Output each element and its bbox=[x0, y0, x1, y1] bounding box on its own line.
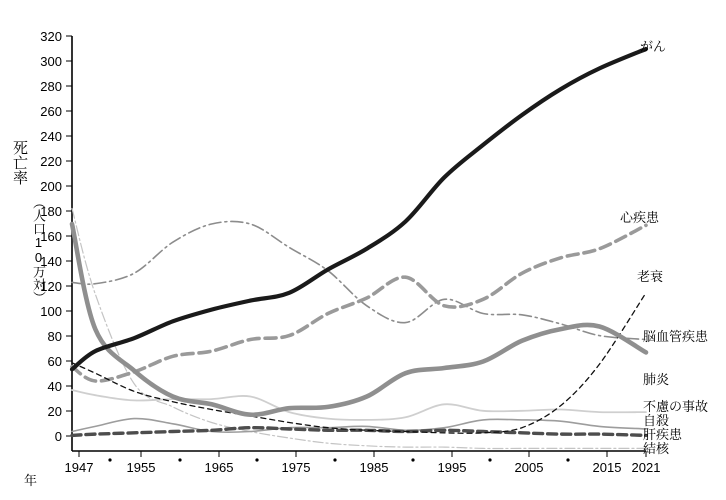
x-tick-label: 1955 bbox=[126, 460, 156, 475]
y-tick-label: 120 bbox=[40, 279, 62, 294]
y-tick-label: 160 bbox=[40, 229, 62, 244]
x-tick-label: 1975 bbox=[281, 460, 311, 475]
y-axis-ticks bbox=[40, 29, 72, 444]
y-tick-label: 20 bbox=[47, 404, 62, 419]
y-tick-label: 140 bbox=[40, 254, 62, 269]
series-line-不慮の事故 bbox=[72, 390, 646, 420]
y-tick-label: 260 bbox=[40, 104, 62, 119]
series-label-haien: 肺炎 bbox=[643, 372, 670, 387]
series-label-gan: がん bbox=[640, 39, 667, 54]
series-label-shinshikkan: 心疾患 bbox=[620, 210, 660, 225]
series-line-心疾患 bbox=[72, 225, 646, 381]
y-tick-label: 80 bbox=[47, 329, 62, 344]
series-label-kekkaku: 結核 bbox=[643, 441, 670, 456]
x-tick-label: 1947 bbox=[64, 460, 94, 475]
y-tick-label: 100 bbox=[40, 304, 62, 319]
x-tick-label: 1965 bbox=[204, 460, 234, 475]
y-tick-label: 220 bbox=[40, 154, 62, 169]
x-axis-label: 年 bbox=[24, 473, 38, 488]
x-tick-label: 2005 bbox=[514, 460, 544, 475]
x-tick-label: 2015 bbox=[592, 460, 622, 475]
x-axis-ticks bbox=[65, 451, 661, 475]
y-tick-label: 40 bbox=[47, 379, 62, 394]
series-line-がん bbox=[72, 49, 646, 369]
x-tick-label: 1985 bbox=[359, 460, 389, 475]
series-line-肝疾患 bbox=[72, 428, 646, 436]
series-label-rousui: 老衰 bbox=[637, 269, 664, 284]
y-tick-label: 240 bbox=[40, 129, 62, 144]
series-layer bbox=[72, 49, 646, 448]
series-label-noukekkan: 脳血管疾患 bbox=[643, 329, 709, 344]
y-axis-label: 死亡率 bbox=[11, 140, 28, 185]
y-tick-label: 280 bbox=[40, 79, 62, 94]
series-label-jisatsu: 自殺 bbox=[643, 413, 670, 428]
y-tick-label: 0 bbox=[54, 429, 62, 444]
y-tick-label: 180 bbox=[40, 204, 62, 219]
y-tick-label: 200 bbox=[40, 179, 62, 194]
y-tick-label: 300 bbox=[40, 54, 62, 69]
series-label-kanshikkan: 肝疾患 bbox=[643, 427, 683, 442]
x-tick-label: 1995 bbox=[437, 460, 467, 475]
y-tick-label: 60 bbox=[47, 354, 62, 369]
series-label-furyo: 不慮の事故 bbox=[643, 399, 709, 414]
x-tick-label: 2021 bbox=[631, 460, 661, 475]
y-tick-label: 320 bbox=[40, 29, 62, 44]
series-line-脳血管疾患 bbox=[72, 221, 646, 339]
y-axis-sublabel: （人口10万対） bbox=[31, 196, 46, 304]
